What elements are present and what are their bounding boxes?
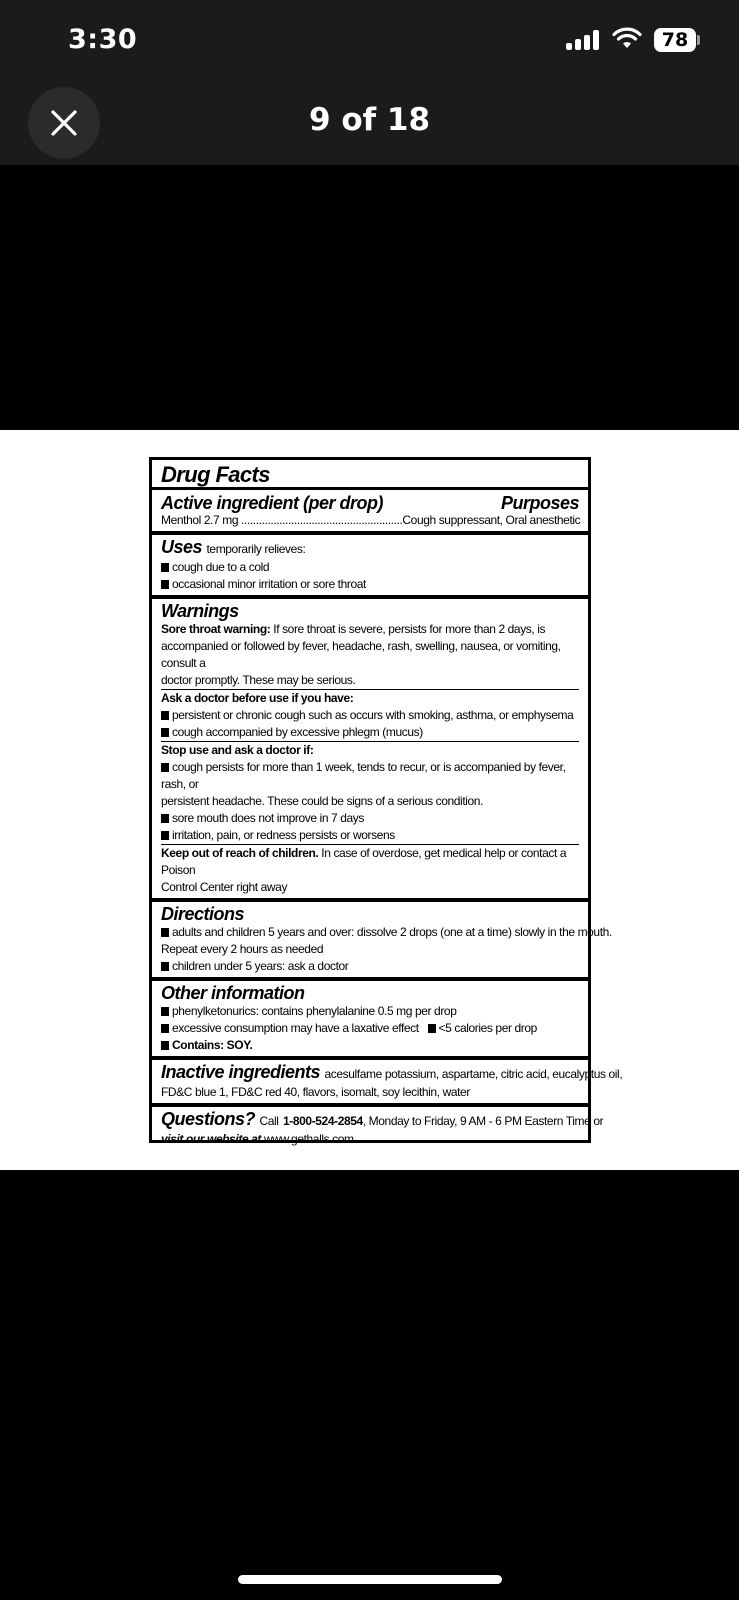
cellular-signal-icon (566, 30, 602, 50)
warnings-heading: Warnings (161, 601, 239, 621)
battery-tip (697, 35, 700, 45)
image-viewer[interactable] (0, 430, 739, 1170)
wifi-icon (612, 26, 642, 50)
status-time: 3:30 (68, 24, 138, 55)
drug-facts-title: Drug Facts (161, 462, 270, 487)
questions-heading: Questions? (161, 1109, 256, 1129)
home-indicator[interactable] (238, 1575, 502, 1584)
sore-throat-text: If sore throat is severe, persists for more than 2 days, is (273, 622, 546, 636)
viewer-header (0, 80, 739, 165)
other-info-item: excessive consumption may have a laxative effect (161, 1021, 419, 1035)
keep-out-label: Keep out of reach of children. (161, 846, 319, 860)
questions-url: www.gethalls.com (263, 1132, 354, 1146)
inactive-ingredients-cont: FD&C blue 1, FD&C red 40, flavors, isomalt, soy lecithin, water (161, 1085, 470, 1099)
other-info-heading: Other information (161, 983, 305, 1003)
other-info-item: phenylketonurics: contains phenylalanine 0.5 mg per drop (161, 1003, 579, 1020)
active-ingredient-heading: Active ingredient (per drop) (161, 493, 384, 513)
other-info-item: Contains: SOY. (161, 1037, 579, 1054)
other-info-item: <5 calories per drop (428, 1021, 537, 1035)
uses-heading: Uses (161, 537, 203, 557)
stop-use-item: cough persists for more than 1 week, tends to recur, or is accompanied by fever, rash, or (161, 759, 579, 793)
uses-item: cough due to a cold (161, 559, 579, 576)
ask-doctor-label: Ask a doctor before use if you have: (161, 691, 354, 705)
directions-item: adults and children 5 years and over: dissolve 2 drops (one at a time) slowly in the mouth. (161, 924, 579, 941)
sore-throat-warning-label: Sore throat warning: (161, 622, 271, 636)
inactive-ingredients-heading: Inactive ingredients (161, 1062, 321, 1082)
questions-hours: , Monday to Friday, 9 AM - 6 PM Eastern Time or (362, 1114, 604, 1128)
keep-out-text-cont: Control Center right away (161, 880, 288, 894)
purposes-heading: Purposes (500, 493, 579, 513)
inactive-ingredients-text: acesulfame potassium, aspartame, citric acid, eucalyptus oil, (324, 1067, 623, 1081)
status-bar (0, 0, 739, 80)
directions-heading: Directions (161, 904, 245, 924)
ask-doctor-item: persistent or chronic cough such as occurs with smoking, asthma, or emphysema (161, 707, 579, 724)
stop-use-item: irritation, pain, or redness persists or worsens (161, 827, 579, 844)
directions-item-cont: Repeat every 2 hours as needed (161, 942, 324, 956)
image-counter: 9 of 18 (308, 102, 431, 138)
stop-use-item-cont: persistent headache. These could be signs of a serious condition. (161, 794, 484, 808)
ask-doctor-item: cough accompanied by excessive phlegm (mucus) (161, 724, 579, 741)
uses-item: occasional minor irritation or sore throat (161, 576, 579, 593)
directions-item: children under 5 years: ask a doctor (161, 958, 579, 975)
sore-throat-text: accompanied or followed by fever, headache, rash, swelling, nausea, or vomiting, consult a (161, 639, 561, 670)
stop-use-item: sore mouth does not improve in 7 days (161, 810, 579, 827)
questions-phone: 1-800-524-2854 (283, 1114, 363, 1128)
questions-call: Call (259, 1114, 279, 1128)
keep-out-text: In case of overdose, get medical help or contact a Poison (161, 846, 567, 877)
sore-throat-text: doctor promptly. These may be serious. (161, 673, 356, 687)
stop-use-label: Stop use and ask a doctor if: (161, 743, 314, 757)
battery-icon: 78 (654, 28, 696, 52)
active-ingredient-line: Menthol 2.7 mg .......................................................Cough suppressant, Oral anesthetic (161, 513, 581, 527)
questions-visit: visit our website at (161, 1132, 262, 1146)
uses-intro: temporarily relieves: (206, 542, 306, 556)
drug-facts-panel (149, 457, 623, 1146)
